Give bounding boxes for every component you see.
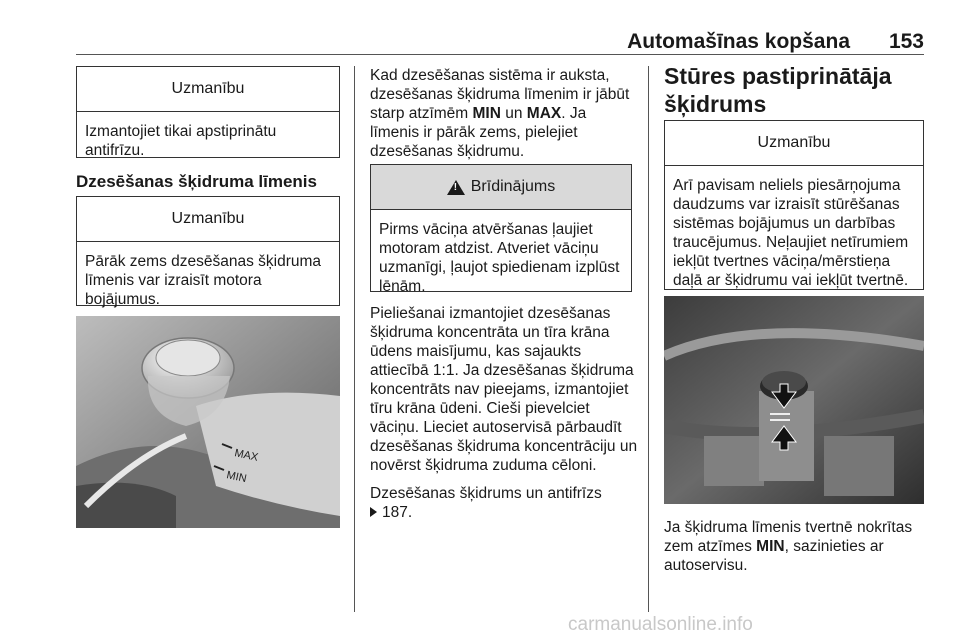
page-reference-icon [370,507,377,517]
min-mark-label: MIN [225,469,248,486]
max-mark-text: MAX [526,105,562,122]
column-divider-right [648,66,649,612]
header-rule [76,54,924,55]
text-run: Kad dzesēšanas sistēma ir auksta, dzesēšanas šķidruma līmenim ir jābūt starp atzīmēm [370,67,630,122]
warning-title: Brīdinājums [470,178,556,195]
page-reference-link[interactable]: 187. [382,504,413,521]
notice-title: Uzmanību [77,67,339,112]
section-heading-power-steering: Stūres pastiprinātāja šķidrums [664,63,892,117]
notice-title: Uzmanību [77,197,339,242]
coolant-level-paragraph [370,66,638,161]
watermark: carmanualsonline.info [568,614,753,635]
notice-text: Izmantojiet tikai apstiprinātu antifrīzu. [85,123,277,159]
running-header-title: Automašīnas kopšana [627,30,850,53]
notice-box-coolant-low [76,196,340,306]
column-divider-left [354,66,355,612]
warning-title-row [371,165,631,210]
text-run: . Ja līmenis ir pārāk zems, pielejiet dzesēšanas šķidrumu. [370,105,587,160]
cross-reference-paragraph [370,484,638,522]
text-run: un [500,105,527,122]
power-steering-level-paragraph [664,518,926,575]
page-number: 153 [888,30,924,53]
warning-box-cap [370,164,632,295]
min-mark-text: MIN [756,538,785,555]
section-heading-coolant-level: Dzesēšanas šķidruma līmenis [76,172,317,191]
coolant-mixture-paragraph: Pieliešanai izmantojiet dzesēšanas šķidruma koncentrāta un tīra krāna ūdens maisījumu, kas sajaukts attiecībā 1:1. Ja dzesēšanas šķidruma koncentrāts nav pieejams, izmantojiet tīru krāna ūdeni. Cieši pievelciet vāciņu. Lieciet autoservisā pārbaudīt dzesēšanas šķidruma koncentrāciju un novērst šķidruma zuduma cēloni. [370,305,638,474]
notice-title: Uzmanību [665,121,923,166]
notice-text: Pārāk zems dzesēšanas šķidruma līmenis var izraisīt motora bojājumus. [85,253,322,308]
power-steering-reservoir-photo [664,296,924,504]
notice-box-contamination [664,120,924,290]
notice-box-antifreeze [76,66,340,158]
coolant-reservoir-photo [76,316,340,528]
warning-text: Pirms vāciņa atvēršanas ļaujiet motoram atdzist. Atveriet vāciņu uzmanīgi, ļaujot spiedienam izplūst lēnām. [379,221,620,295]
text-run: Ja šķidruma līmenis tvertnē nokrītas zem atzīmes [664,519,913,555]
text-run: , sazinieties ar autoservisu. [664,538,884,574]
notice-text: Arī pavisam neliels piesārņojuma daudzums var izraisīt stūrēšanas sistēmas bojājumus un darbības traucējumus. Neļaujiet netīrumiem iekļūt tvertnes vāciņa/mērstieņa daļā ar šķidrumu vai iekļūt tvertnē. [673,177,909,289]
cross-reference-text: Dzesēšanas šķidrums un antifrīzs [370,485,602,502]
warning-triangle-icon [447,180,465,195]
max-mark-label: MAX [233,447,260,464]
min-mark-text: MIN [472,105,501,122]
